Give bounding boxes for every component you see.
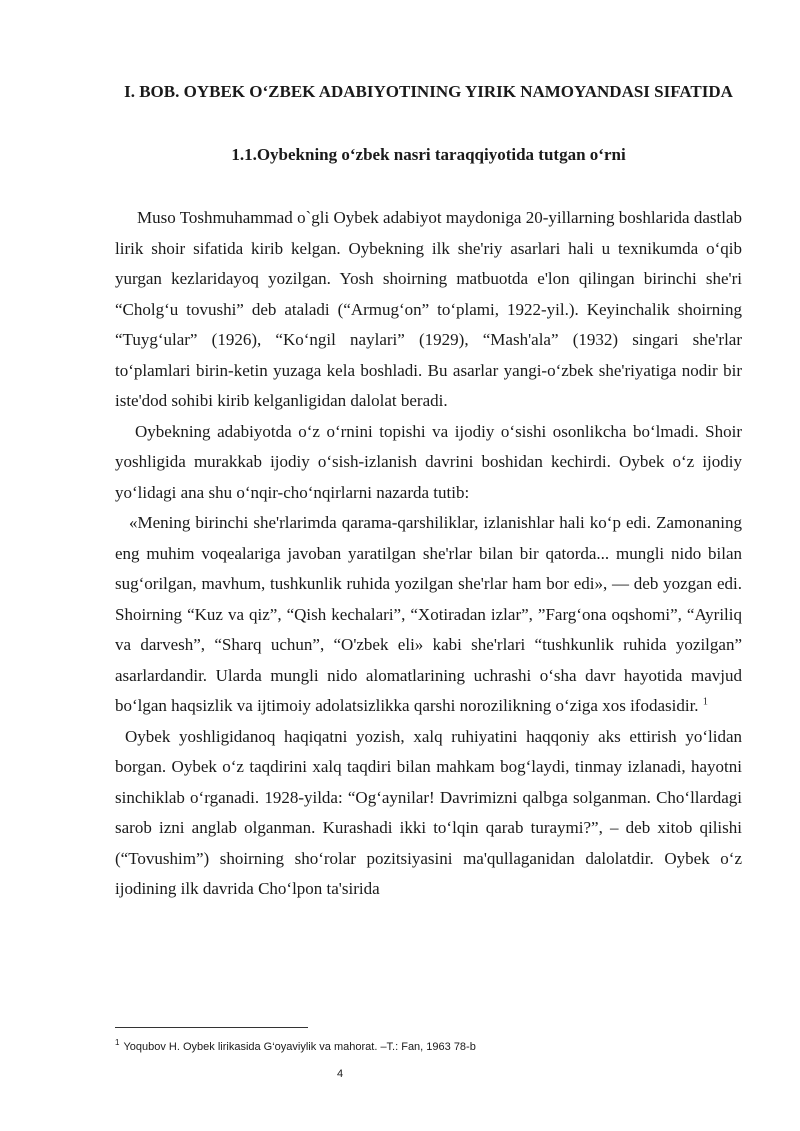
- footnote-reference[interactable]: 1: [702, 696, 708, 708]
- footnote-number: 1: [115, 1038, 120, 1048]
- footnote-text: Yoqubov H. Oybek lirikasida G‘oyaviylik va mahorat. –T.: Fan, 1963 78-b: [123, 1041, 476, 1053]
- paragraph: [115, 508, 742, 722]
- paragraph: Oybekning adabiyotda o‘z o‘rnini topishi va ijodiy o‘sishi osonlikcha bo‘lmadi. Shoir yoshligida murakkab ijodiy o‘sish-izlanish davrini boshidan kechirdi. Oybek o‘z ijodiy yo‘lidagi ana shu o‘nqir-cho‘nqirlarni nazarda tutib:: [115, 421, 742, 502]
- section-title: 1.1.Oybekning o‘zbek nasri taraqqiyotida tutgan o‘rni: [231, 145, 626, 164]
- page-number: 4: [336, 1068, 344, 1080]
- footnote-separator: [115, 1027, 308, 1028]
- paragraph: Oybek yoshligidanoq haqiqatni yozish, xalq ruhiyatini haqqoniy aks ettirish yo‘lidan borgan. Oybek o‘z taqdirini xalq taqdiri bilan mahkam bog‘laydi, tinmay izlanadi, hayotni sinchiklab o‘rganadi. 1928-yilda: “Og‘aynilar! Davrimizni qalbga solganman. Cho‘llardagi sarob izni anglab olganman. Kurashadi ikki to‘lqin qarab turaymi?”, – deb xitob qilishi (“Tovushim”) shoirning sho‘rolar pozitsiyasini ma'qullaganidan dalolatdir. Oybek o‘z ijodining ilk davrida Cho‘lpon ta'sirida: [115, 726, 742, 898]
- footnote: [115, 1040, 742, 1054]
- body-text: [115, 203, 742, 905]
- paragraph: Muso Toshmuhammad o`gli Oybek adabiyot maydoniga 20-yillarning boshlarida dastlab lirik shoir sifatida kirib kelgan. Oybekning ilk she'riy asarlari hali u texnikumda o‘qib yurgan kezlaridayoq yozilgan. Yosh shoirning matbuotda e'lon qilingan birinchi she'ri “Cholg‘u tovushi” deb ataladi (“Armug‘on” to‘plami, 1922-yil.). Keyinchalik shoirning “Tuyg‘ular” (1926), “Ko‘ngil naylari” (1929), “Mash'ala” (1932) singari she'rlar to‘plamlari birin-ketin yuzaga kela boshladi. Bu asarlar yangi-o‘zbek she'riyatiga nodir bir iste'dod sohibi kirib kelganligidan dalolat beradi.: [115, 208, 742, 410]
- paragraph-text: «Mening birinchi she'rlarimda qarama-qarshiliklar, izlanishlar hali ko‘p edi. Zamonaning eng muhim voqealariga javoban yaratilgan she'rlar bilan bir qatorda... mungli nido bilan sug‘orilgan, mavhum, tushkunlik ruhida yozilgan she'rlar ham bor edi», — deb yozgan edi. Shoirning “Kuz va qiz”, “Qish kechalari”, “Xotiradan izlar”, ”Farg‘ona oqshomi”, “Ayriliq va darvesh”, “Sharq uchun”, “O'zbek eli» kabi she'rlari “tushkunlik ruhida yozilgan” asarlardandir. Ularda mungli nido alomatlarining uchrashi o‘sha davr hayotida mavjud bo‘lgan haqsizlik va ijtimoiy adolatsizlikka qarshi norozilikning o‘ziga xos ifodasidir.: [115, 513, 742, 715]
- chapter-title: I. BOB. OYBEK O‘ZBEK ADABIYOTINING YIRIK NAMOYANDASI SIFATIDA: [124, 82, 733, 101]
